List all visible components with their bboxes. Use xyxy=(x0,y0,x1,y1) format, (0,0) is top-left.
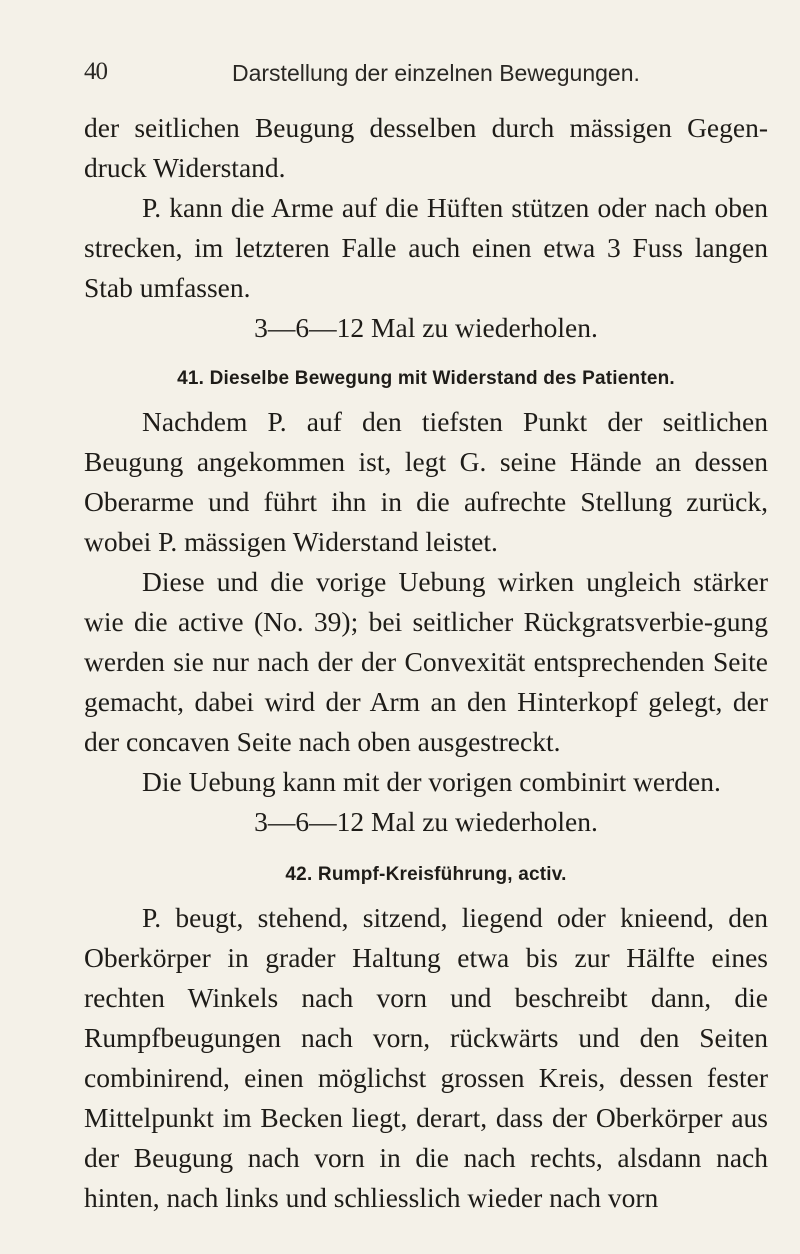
paragraph-arm-position: P. kann die Arme auf die Hüften stützen oder nach oben strecken, im letzteren Falle auch einen etwa 3 Fuss langen Stab umfassen. xyxy=(84,192,768,303)
running-head xyxy=(84,58,764,92)
section-heading-41: 41. Dieselbe Bewegung mit Widerstand des Patienten. xyxy=(177,368,675,389)
paragraph-trunk-circle: P. beugt, stehend, sitzend, liegend oder knieend, den Oberkörper in grader Haltung etwa bis zur Hälfte eines rechten Winkels nach vorn und beschreibt dann, die Rumpfbeugungen nach vorn, rückwärts und den Seiten combinirend, einen möglichst grossen Kreis, dessen fester Mittelpunkt im Becken liegt, derart, dass der Oberkörper aus der Beugung nach vorn in die nach rechts, alsdann nach hinten, nach links und schliesslich wieder nach vorn xyxy=(84,902,768,1213)
page-number: 40 xyxy=(84,58,107,85)
section-heading-42: 42. Rumpf-Kreisführung, activ. xyxy=(285,864,567,885)
repetition-note-1: 3—6—12 Mal zu wiederholen. xyxy=(254,312,598,343)
paragraph-combination: Die Uebung kann mit der vorigen combinirt werden. xyxy=(142,766,721,797)
paragraph-resistance: Nachdem P. auf den tiefsten Punkt der seitlichen Beugung angekommen ist, legt G. seine Hände an dessen Oberarme und führt ihn in die aufrechte Stellung zurück, wobei P. mässigen Widerstand leistet. xyxy=(84,406,768,557)
paragraph-comparison: Diese und die vorige Uebung wirken ungleich stärker wie die active (No. 39); bei seitlicher Rückgratsverbie-gung werden sie nur nach der der Convexität entsprechenden Seite gemacht, dabei wird der Arm an den Hinterkopf gelegt, der der concaven Seite nach oben ausgestreckt. xyxy=(84,566,768,757)
running-title: Darstellung der einzelnen Bewegungen. xyxy=(232,60,640,86)
paragraph-continuation: der seitlichen Beugung desselben durch mässigen Gegen-druck Widerstand. xyxy=(84,112,768,183)
repetition-note-2: 3—6—12 Mal zu wiederholen. xyxy=(254,806,598,837)
body-text xyxy=(84,108,768,1218)
